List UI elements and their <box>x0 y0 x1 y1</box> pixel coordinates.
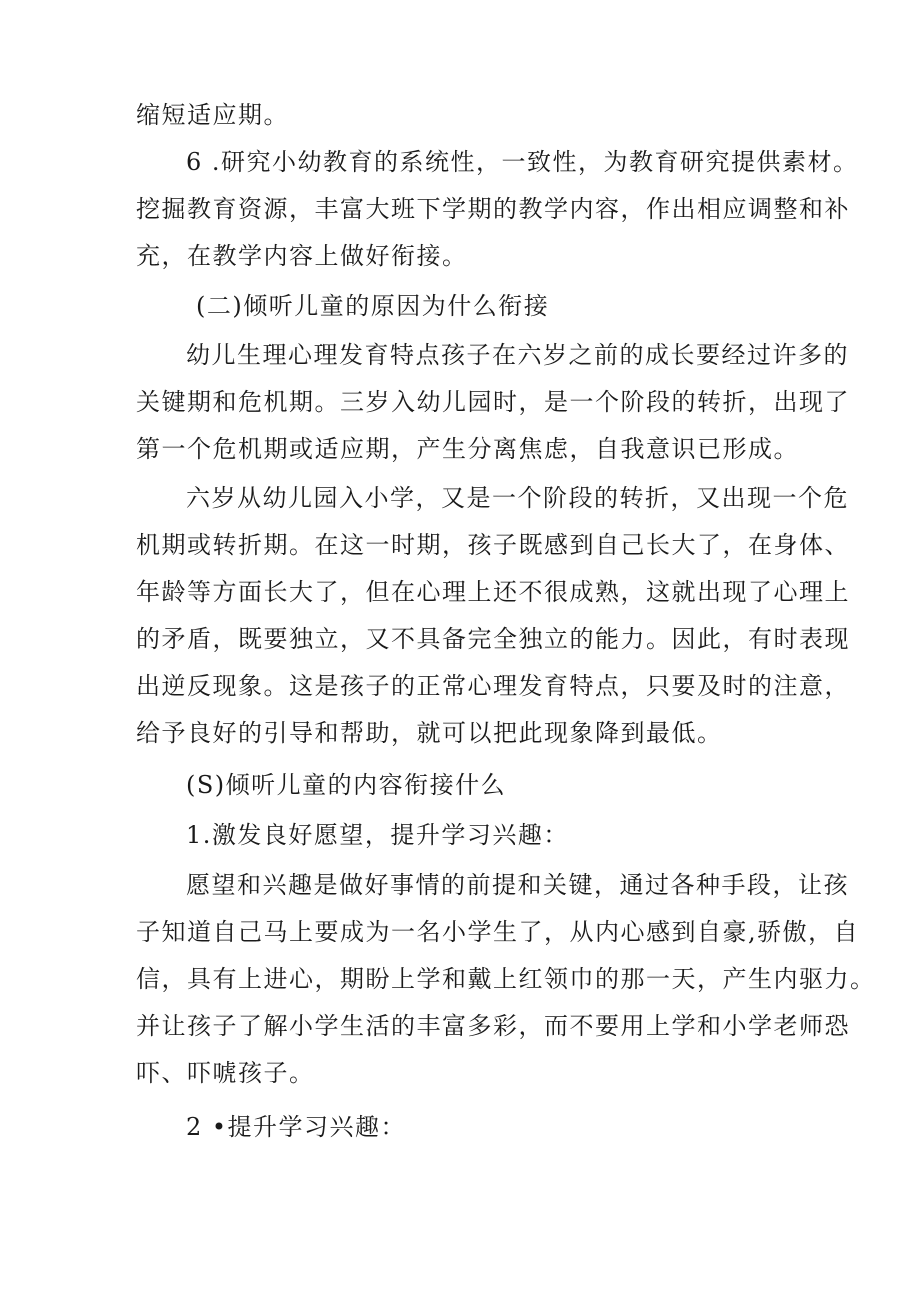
text-line-17: 愿望和兴趣是做好事情的前提和关键，通过各种手段，让孩 <box>186 871 849 899</box>
text-line-3: 挖掘教育资源，丰富大班下学期的教学内容，作出相应调整和补 <box>136 195 850 223</box>
text-line-21: 吓、吓唬孩子。 <box>136 1059 315 1087</box>
section-heading-3: (S)倾听儿童的内容衔接什么 <box>186 771 507 799</box>
text-line-12: 的矛盾，既要独立，又不具备完全独立的能力。因此，有时表现 <box>136 625 850 653</box>
text-line-11: 年龄等方面长大了，但在心理上还不很成熟，这就出现了心理上 <box>136 578 850 606</box>
text-line-13: 出逆反现象。这是孩子的正常心理发育特点，只要及时的注意， <box>136 672 850 700</box>
text-line-2: 6 .研究小幼教育的系统性，一致性，为教育研究提供素材。 <box>186 148 859 176</box>
text-line-19: 信，具有上进心，期盼上学和戴上红领巾的那一天，产生内驱力。 <box>136 965 876 993</box>
text-line-18: 子知道自己马上要成为一名小学生了，从内心感到自豪,骄傲，自 <box>136 918 860 946</box>
list-item-1-title: 1.激发良好愿望，提升学习兴趣： <box>186 821 569 849</box>
text-line-4: 充，在教学内容上做好衔接。 <box>136 242 468 270</box>
text-line-8: 第一个危机期或适应期，产生分离焦虑，自我意识已形成。 <box>136 435 799 463</box>
list-item-2-title: 2 •提升学习兴趣： <box>186 1113 407 1141</box>
text-line-10: 机期或转折期。在这一时期，孩子既感到自己长大了，在身体、 <box>136 531 850 559</box>
text-line-9: 六岁从幼儿园入小学，又是一个阶段的转折，又出现一个危 <box>186 484 849 512</box>
section-heading-2: (二)倾听儿童的原因为什么衔接 <box>196 292 550 320</box>
text-line-14: 给予良好的引导和帮助，就可以把此现象降到最低。 <box>136 719 723 747</box>
text-line-20: 并让孩子了解小学生活的丰富多彩，而不要用上学和小学老师恐 <box>136 1012 850 1040</box>
text-line-6: 幼儿生理心理发育特点孩子在六岁之前的成长要经过许多的 <box>186 341 849 369</box>
text-line-7: 关键期和危机期。三岁入幼儿园时，是一个阶段的转折，出现了 <box>136 388 850 416</box>
text-line-1: 缩短适应期。 <box>136 101 289 129</box>
